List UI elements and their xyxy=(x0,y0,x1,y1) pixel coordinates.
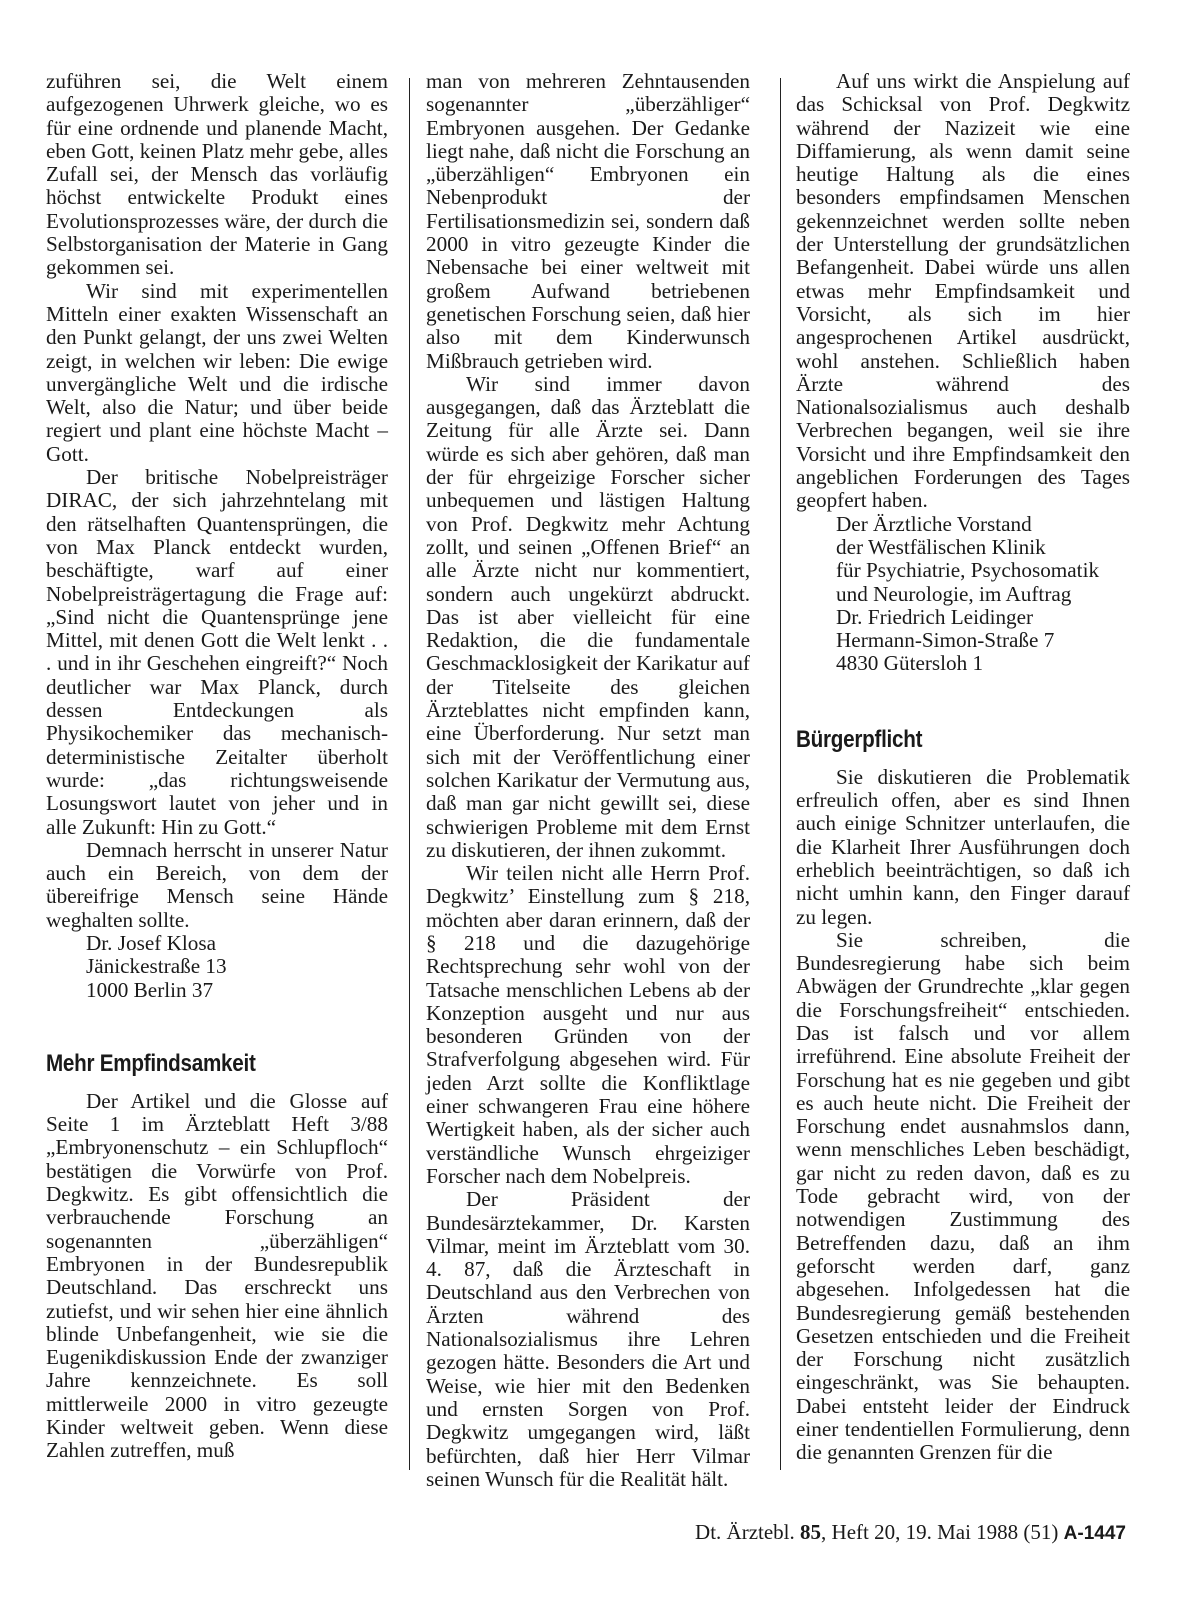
paragraph: Wir teilen nicht alle Herrn Prof. Degkwitz’ Einstellung zum § 218, möchten aber daran erinnern, daß der § 218 und die dazugehörige Rechtsprechung sehr wohl von der Tatsache menschlichen Lebens ab der Konzeption ausgeht und nur aus besonderen Gründen von der Strafverfolgung abgesehen wird. Für jeden Arzt sollte die Konfliktlage einer schwangeren Frau eine höhere Wertigkeit haben, als der sicher auch verständliche Wunsch ehrgeiziger Forscher nach dem Nobelpreis. xyxy=(426,861,750,1188)
signature-name: Dr. Josef Klosa xyxy=(86,930,217,955)
paragraph: Wir sind immer davon ausgegangen, daß das Ärzteblatt die Zeitung für alle Ärzte sei. Dann würde es sich aber gehören, daß man der für ehrgeizige Forscher sicher unbequemen und lästigen Haltung von Prof. Degkwitz mehr Achtung zollt, und seinen „Offenen Brief“ an alle Ärzte nicht nur kommentiert, sondern auch ungekürzt abdruckt. Das ist aber vielleicht für eine Redaktion, die die fundamentale Geschmacklosigkeit der Karikatur auf der Titelseite des gleichen Ärzteblattes nicht empfinden kann, eine Überforderung. Nur setzt man sich mit der Veröffentlichung einer solchen Karikatur der Vermutung aus, daß man gar nicht gewillt sei, diese schwierigen Probleme mit dem Ernst zu diskutieren, der ihnen zukommt. xyxy=(426,371,750,862)
paragraph: Demnach herrscht in unserer Natur auch ein Bereich, von dem der übereifrige Mensch seine Hände weghalten sollte. xyxy=(46,837,388,932)
paragraph: Der britische Nobelpreisträger DIRAC, der sich jahrzehntelang mit den rätselhaften Quantensprüngen, die von Max Planck entdeckt wurden, beschäftigte, warf auf einer Nobelpreisträgertagung die Frage auf: „Sind nicht die Quantensprünge jene Mittel, mit denen Gott die Welt lenkt . . . und in ihr Geschehen eingreift?“ Noch deutlicher war Max Planck, durch dessen Entdeckungen als Physikochemiker das mechanisch-deterministische Zeitalter überholt wurde: „das richtungsweisende Losungswort lautet von jeher und in alle Zukunft: Hin zu Gott.“ xyxy=(46,465,388,839)
signature-line: und Neurologie, im Auftrag xyxy=(836,581,1072,606)
paragraph: Auf uns wirkt die Anspielung auf das Schicksal von Prof. Degkwitz während der Nazizeit wie eine Diffamierung, als wenn damit seine heutige Haltung als die eines besonders empfindsamen Menschen gekennzeichnet werden sollte neben der Unterstellung der grundsätzlichen Befangenheit. Dabei würde uns allen etwas mehr Empfindsamkeit und Vorsicht, als sich im hier angesprochenen Artikel ausdrückt, wohl anstehen. Schließlich haben Ärzte während des Nationalsozialismus auch deshalb Verbrechen begangen, weil sie ihre Vorsicht und ihre Empfindsamkeit den angeblichen Forderungen des Tages geopfert haben. xyxy=(796,69,1130,513)
section-heading: Bürgerpflicht xyxy=(796,725,923,753)
paragraph: man von mehreren Zehntausenden sogenannter „überzähliger“ Embryonen ausgehen. Der Gedanke liegt nahe, daß nicht die Forschung an „überzähligen“ Embryonen ein Nebenprodukt der Fertilisationsmedizin sei, sondern daß 2000 in vitro gezeugte Kinder die Nebensache bei einer weltweit mit großem Aufwand betriebenen genetischen Forschung seien, daß hier also mit dem Kinderwunsch Mißbrauch getrieben wird. xyxy=(426,69,750,373)
paragraph: Der Präsident der Bundesärztekammer, Dr. Karsten Vilmar, meint im Ärzteblatt vom 30. 4. 87, daß die Ärzteschaft in Deutschland aus den Verbrechen von Ärzten während des Nationalsozialismus ihre Lehren gezogen hätte. Besonders die Art und Weise, wie hier mit den Bedenken und ernsten Sorgen von Prof. Degkwitz umgegangen wird, läßt befürchten, daß hier Herr Vilmar seinen Wunsch für die Realität hält. xyxy=(426,1187,750,1491)
page-footer xyxy=(695,1520,1126,1545)
column-rule-2 xyxy=(780,78,781,1470)
signature-line: für Psychiatrie, Psychosomatik xyxy=(836,558,1100,583)
column-rule-1 xyxy=(409,78,410,1470)
paragraph: Der Artikel und die Glosse auf Seite 1 im Ärzteblatt Heft 3/88 „Embryonenschutz – ein Schlupfloch“ bestätigen die Vorwürfe von Prof. Degkwitz. Es gibt offensichtlich die verbrauchende Forschung an sogenannten „überzähligen“ Embryonen in der Bundesrepublik Deutschland. Das erschreckt uns zutiefst, und wir sehen hier eine ähnlich blinde Unbefangenheit, wie sie die Eugenikdiskussion Ende der zwanziger Jahre kennzeichnete. Es soll mittlerweile 2000 in vitro gezeugte Kinder weltweit geben. Wenn diese Zahlen zutreffen, muß xyxy=(46,1088,388,1463)
column-1 xyxy=(46,70,388,1463)
paragraph: Wir sind mit experimentellen Mitteln einer exakten Wissenschaft an den Punkt gelangt, der uns zwei Welten zeigt, in welchen wir leben: Die ewige unvergängliche Welt und die irdische Welt, also die Natur; und über beide regiert und plant eine höchste Macht – Gott. xyxy=(46,278,388,466)
signature-city: 1000 Berlin 37 xyxy=(86,977,214,1002)
paragraph: Sie diskutieren die Problematik erfreulich offen, aber es sind Ihnen auch einige Schnitzer unterlaufen, die die Klarheit Ihrer Ausführungen doch erheblich beeinträchtigen, so daß ich nicht umhin kann, den Finger darauf zu legen. xyxy=(796,764,1130,929)
section-heading: Mehr Empfindsamkeit xyxy=(46,1049,256,1077)
signature-line: Der Ärztliche Vorstand xyxy=(836,511,1032,536)
issue-info: , Heft 20, 19. Mai 1988 (51) xyxy=(821,1520,1059,1544)
paragraph: Sie schreiben, die Bundesregierung habe sich beim Abwägen der Grundrechte „klar gegen die Forschungsfreiheit“ entschieden. Das ist falsch und vor allem irreführend. Eine absolute Freiheit der Forschung hat es nie gegeben und gibt es auch heute nicht. Die Freiheit der Forschung endet ausnahmslos dann, wenn menschliches Leben beschädigt, gar nicht zu reden davon, daß es zu Tode gebracht wird, von der notwendigen Zustimmung des Betreffenden dazu, daß an ihm geforscht werden darf, ganz abgesehen. Infolgedessen hat die Bundesregierung gemäß bestehenden Gesetzen entschieden und die Freiheit der Forschung nicht zusätzlich eingeschränkt, was Sie behaupten. Dabei entsteht leider der Eindruck einer tendentiellen Formulierung, denn die genannten Grenzen für die xyxy=(796,927,1130,1465)
signature-name: Dr. Friedrich Leidinger xyxy=(836,604,1034,629)
signature-city: 4830 Gütersloh 1 xyxy=(836,651,984,676)
signature-street: Hermann-Simon-Straße 7 xyxy=(836,628,1055,653)
column-2 xyxy=(426,70,750,1491)
letter-signature xyxy=(46,932,388,1002)
signature-line: der Westfälischen Klinik xyxy=(836,534,1046,559)
journal-volume: 85 xyxy=(800,1520,822,1544)
signature-street: Jänickestraße 13 xyxy=(86,954,227,979)
journal-name: Dt. Ärztebl. xyxy=(695,1520,795,1544)
page-number: A-1447 xyxy=(1063,1523,1126,1544)
paragraph: zuführen sei, die Welt einem aufgezogenen Uhrwerk gleiche, wo es für eine ordnende und planende Macht, eben Gott, keinen Platz mehr gebe, alles Zufall sei, der Mensch das vorläufig höchst entwickelte Produkt eines Evolutionsprozesses wäre, der durch die Selbstorganisation der Materie in Gang gekommen sei. xyxy=(46,69,388,280)
column-3 xyxy=(796,70,1130,1465)
letter-signature xyxy=(796,513,1130,676)
